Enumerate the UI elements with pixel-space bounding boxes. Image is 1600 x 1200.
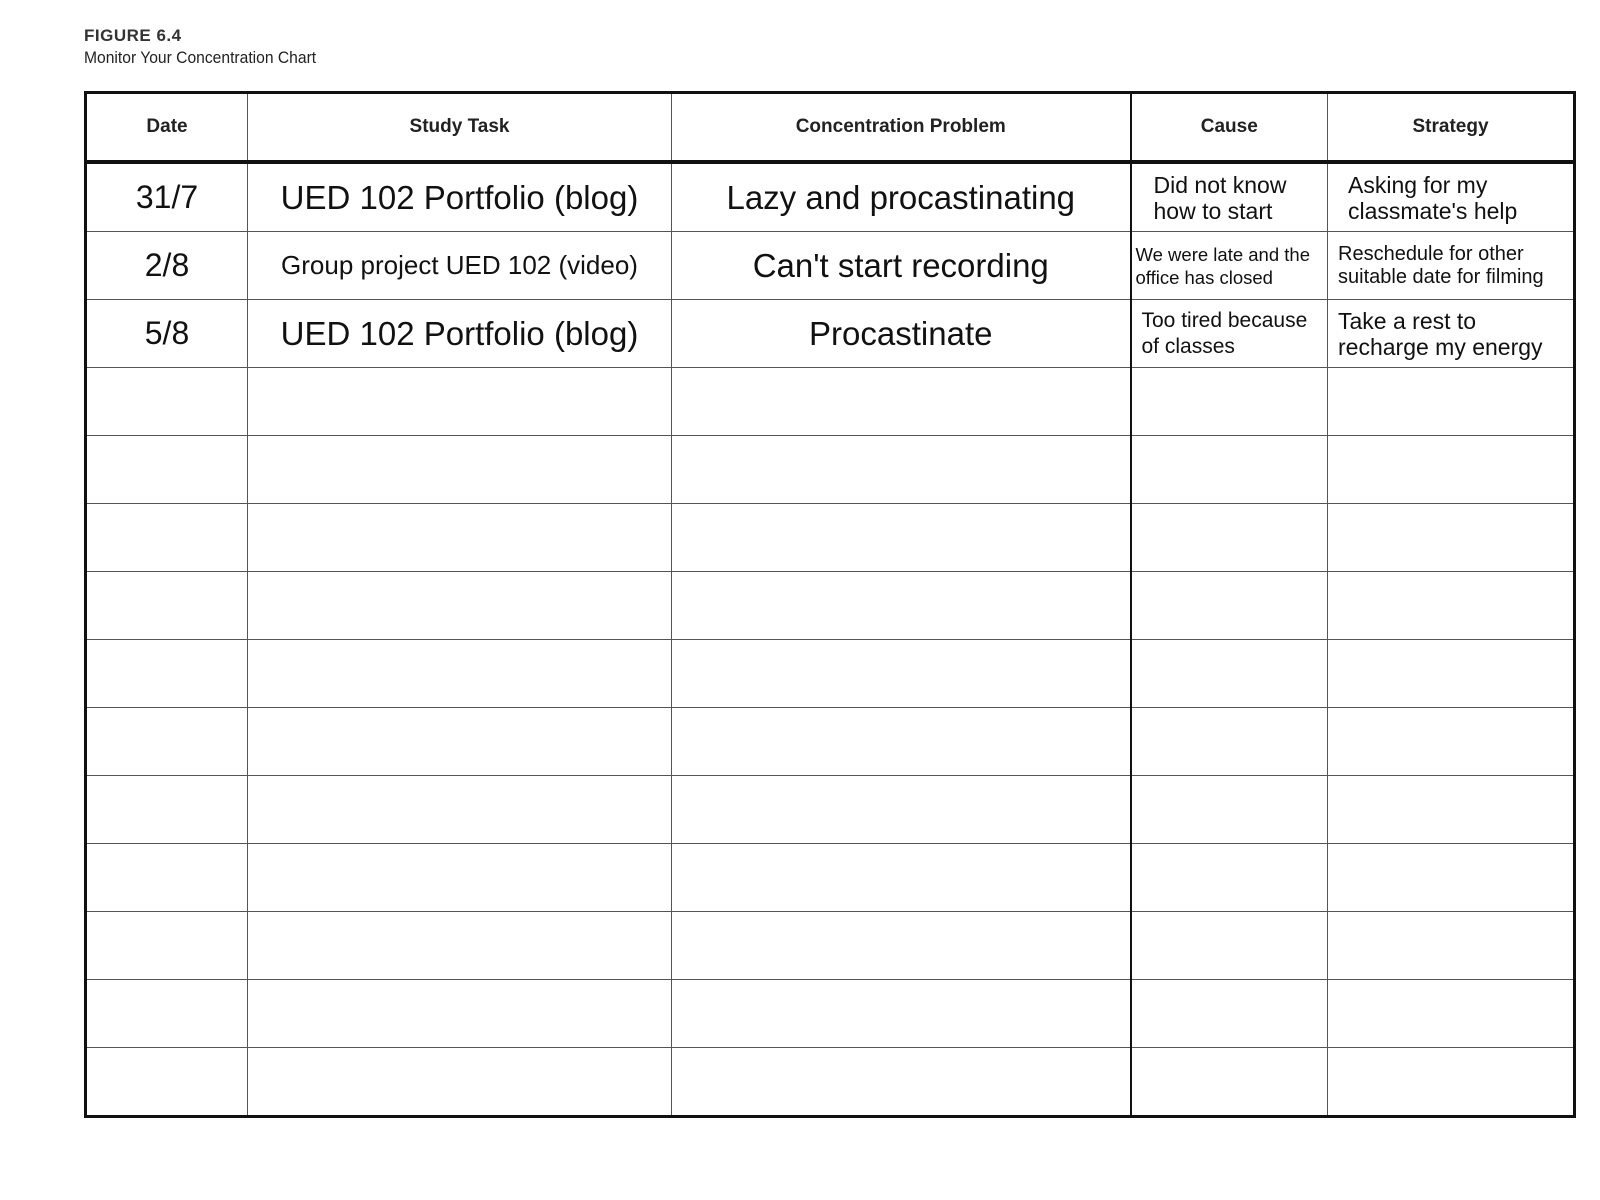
cause-empty-cell[interactable] <box>1131 1048 1328 1117</box>
cause-empty-cell[interactable] <box>1131 912 1328 980</box>
empty-table-row <box>86 368 1575 436</box>
cause-empty-cell[interactable] <box>1131 776 1328 844</box>
empty-table-row <box>86 1048 1575 1117</box>
date-cell: 31/7 <box>86 162 248 232</box>
strategy-cell: Take a rest to recharge my energy <box>1328 300 1575 368</box>
header-strategy: Strategy <box>1328 93 1575 163</box>
date-empty-cell[interactable] <box>86 1048 248 1117</box>
study-task-empty-cell[interactable] <box>248 436 672 504</box>
empty-table-row <box>86 980 1575 1048</box>
concentration-problem-cell: Procastinate <box>672 300 1131 368</box>
cause-cell: We were late and the office has closed <box>1131 232 1328 300</box>
empty-table-row <box>86 572 1575 640</box>
date-empty-cell[interactable] <box>86 436 248 504</box>
empty-table-row <box>86 844 1575 912</box>
cause-empty-cell[interactable] <box>1131 572 1328 640</box>
strategy-empty-cell[interactable] <box>1328 708 1575 776</box>
empty-table-row <box>86 776 1575 844</box>
cause-empty-cell[interactable] <box>1131 640 1328 708</box>
date-cell: 5/8 <box>86 300 248 368</box>
study-task-empty-cell[interactable] <box>248 572 672 640</box>
cause-empty-cell[interactable] <box>1131 436 1328 504</box>
cause-empty-cell[interactable] <box>1131 980 1328 1048</box>
cause-cell: Too tired because of classes <box>1131 300 1328 368</box>
table-row <box>86 162 1575 232</box>
concentration-problem-empty-cell[interactable] <box>672 572 1131 640</box>
concentration-problem-empty-cell[interactable] <box>672 980 1131 1048</box>
table-row <box>86 232 1575 300</box>
cause-empty-cell[interactable] <box>1131 368 1328 436</box>
date-empty-cell[interactable] <box>86 912 248 980</box>
strategy-empty-cell[interactable] <box>1328 912 1575 980</box>
concentration-problem-empty-cell[interactable] <box>672 640 1131 708</box>
concentration-problem-empty-cell[interactable] <box>672 912 1131 980</box>
header-cause: Cause <box>1131 93 1328 163</box>
date-empty-cell[interactable] <box>86 708 248 776</box>
strategy-empty-cell[interactable] <box>1328 640 1575 708</box>
cause-empty-cell[interactable] <box>1131 708 1328 776</box>
cause-empty-cell[interactable] <box>1131 504 1328 572</box>
date-cell: 2/8 <box>86 232 248 300</box>
strategy-empty-cell[interactable] <box>1328 504 1575 572</box>
cause-cell: Did not know how to start <box>1131 162 1328 232</box>
header-row <box>86 93 1575 163</box>
date-empty-cell[interactable] <box>86 368 248 436</box>
concentration-problem-cell: Can't start recording <box>672 232 1131 300</box>
cause-empty-cell[interactable] <box>1131 844 1328 912</box>
concentration-problem-cell: Lazy and procastinating <box>672 162 1131 232</box>
empty-table-row <box>86 708 1575 776</box>
date-empty-cell[interactable] <box>86 640 248 708</box>
concentration-problem-empty-cell[interactable] <box>672 368 1131 436</box>
empty-table-row <box>86 504 1575 572</box>
date-empty-cell[interactable] <box>86 572 248 640</box>
concentration-problem-empty-cell[interactable] <box>672 776 1131 844</box>
header-study-task: Study Task <box>248 93 672 163</box>
concentration-problem-empty-cell[interactable] <box>672 1048 1131 1117</box>
empty-table-row <box>86 912 1575 980</box>
study-task-cell: UED 102 Portfolio (blog) <box>248 162 672 232</box>
header-date: Date <box>86 93 248 163</box>
empty-table-row <box>86 436 1575 504</box>
concentration-chart-table <box>84 91 1576 1118</box>
strategy-empty-cell[interactable] <box>1328 980 1575 1048</box>
strategy-empty-cell[interactable] <box>1328 436 1575 504</box>
study-task-empty-cell[interactable] <box>248 776 672 844</box>
strategy-empty-cell[interactable] <box>1328 776 1575 844</box>
date-empty-cell[interactable] <box>86 504 248 572</box>
study-task-empty-cell[interactable] <box>248 980 672 1048</box>
date-empty-cell[interactable] <box>86 776 248 844</box>
study-task-empty-cell[interactable] <box>248 504 672 572</box>
strategy-cell: Reschedule for other suitable date for filming <box>1328 232 1575 300</box>
study-task-empty-cell[interactable] <box>248 640 672 708</box>
strategy-empty-cell[interactable] <box>1328 844 1575 912</box>
concentration-problem-empty-cell[interactable] <box>672 844 1131 912</box>
study-task-empty-cell[interactable] <box>248 912 672 980</box>
strategy-empty-cell[interactable] <box>1328 1048 1575 1117</box>
date-empty-cell[interactable] <box>86 844 248 912</box>
study-task-empty-cell[interactable] <box>248 844 672 912</box>
figure-title: Monitor Your Concentration Chart <box>84 48 317 67</box>
concentration-problem-empty-cell[interactable] <box>672 436 1131 504</box>
concentration-problem-empty-cell[interactable] <box>672 504 1131 572</box>
study-task-empty-cell[interactable] <box>248 368 672 436</box>
figure-label: FIGURE 6.4 <box>84 26 182 45</box>
strategy-empty-cell[interactable] <box>1328 572 1575 640</box>
empty-table-row <box>86 640 1575 708</box>
study-task-cell: Group project UED 102 (video) <box>248 232 672 300</box>
study-task-empty-cell[interactable] <box>248 708 672 776</box>
date-empty-cell[interactable] <box>86 980 248 1048</box>
strategy-empty-cell[interactable] <box>1328 368 1575 436</box>
concentration-problem-empty-cell[interactable] <box>672 708 1131 776</box>
table-row <box>86 300 1575 368</box>
study-task-cell: UED 102 Portfolio (blog) <box>248 300 672 368</box>
header-concentration-problem: Concentration Problem <box>672 93 1131 163</box>
strategy-cell: Asking for my classmate's help <box>1328 162 1575 232</box>
study-task-empty-cell[interactable] <box>248 1048 672 1117</box>
